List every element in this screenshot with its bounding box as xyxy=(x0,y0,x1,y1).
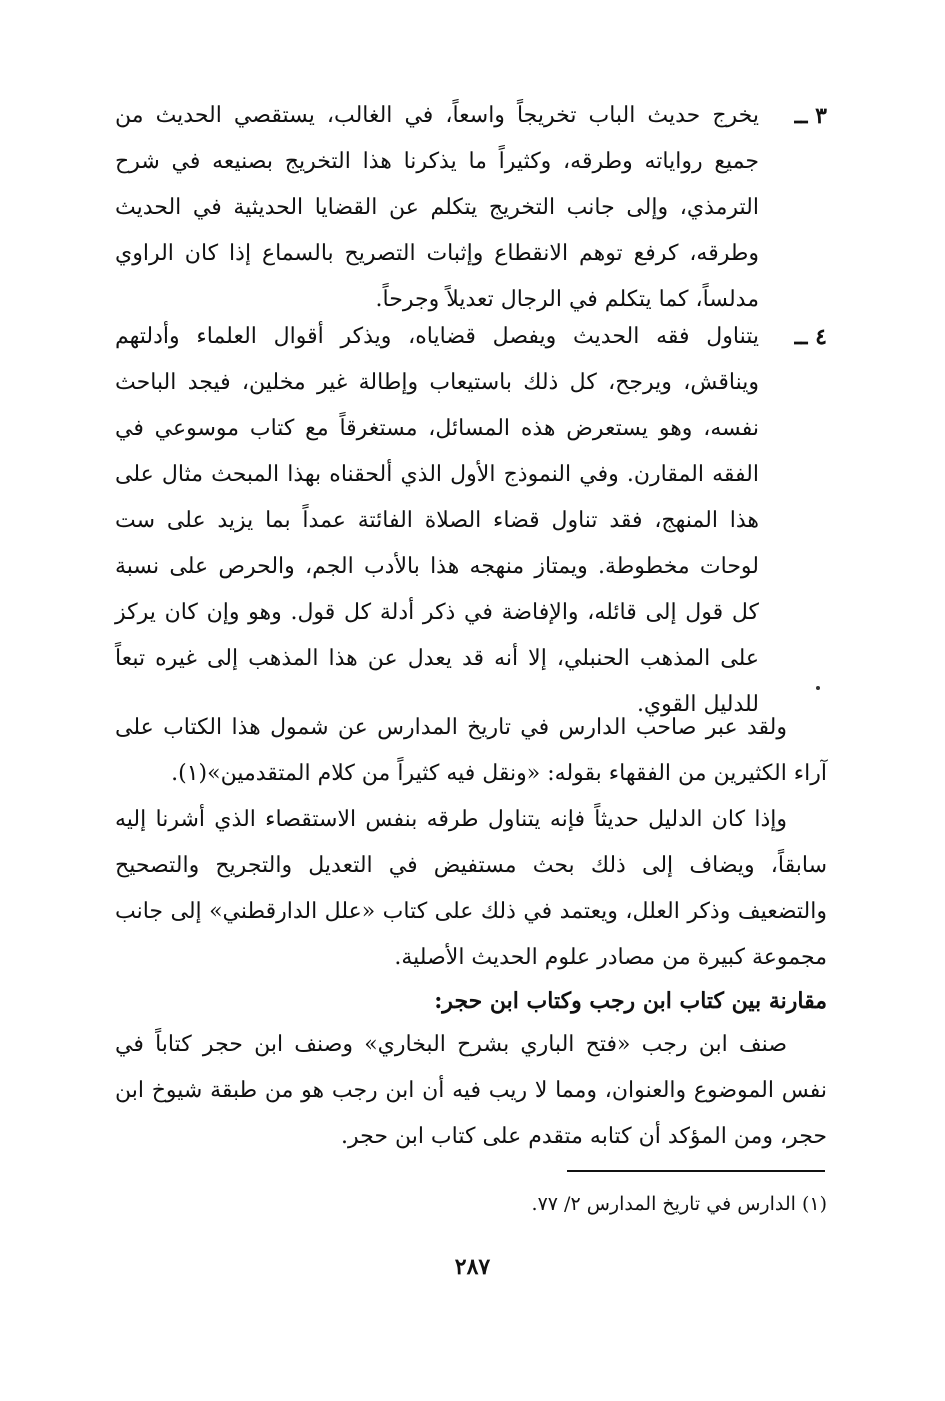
list-item-4-number: ٤ ــ xyxy=(794,324,827,350)
page-number: ٢٨٧ xyxy=(454,1254,491,1280)
footnote: (١) الدارس في تاريخ المدارس ٢/ ٧٧. xyxy=(531,1193,827,1215)
section-heading: مقارنة بين كتاب ابن رجب وكتاب ابن حجر: xyxy=(434,988,827,1014)
list-item-3 xyxy=(115,93,827,323)
list-item-4 xyxy=(115,314,827,728)
list-item-3-text: يخرج حديث الباب تخريجاً واسعاً، في الغالب، يستقصي الحديث من جميع رواياته وطرقه، وكثيراً ما يذكرنا هذا التخريج بصنيعه في شرح الترمذي، وإلى جانب التخريج يتكلم عن القضايا الحديثية في الحديث وطرقه، كرفع توهم الانقطاع وإثبات التصريح بالسماع إذا كان الراوي مدلساً، كما يتكلم في الرجال تعديلاً وجرحاً. xyxy=(115,103,759,312)
paragraph-3: صنف ابن رجب «فتح الباري بشرح البخاري» وصنف ابن حجر كتاباً في نفس الموضوع والعنوان، ومما لا ريب فيه أن ابن رجب هو من طبقة شيوخ ابن حجر، ومن المؤكد أن كتابه متقدم على كتاب ابن حجر. xyxy=(115,1032,827,1149)
paragraph-2: وإذا كان الدليل حديثاً فإنه يتناول طرقه بنفس الاستقصاء الذي أشرنا إليه سابقاً، ويضاف إلى ذلك بحث مستفيض في التعديل والتجريح والتصحيح والتضعيف وذكر العلل، ويعتمد في ذلك على كتاب «علل الدارقطني» إلى جانب مجموعة كبيرة من مصادر علوم الحديث الأصلية. xyxy=(115,807,827,970)
list-item-4-text: يتناول فقه الحديث ويفصل قضاياه، ويذكر أقوال العلماء وأدلتهم ويناقش، ويرجح، كل ذلك باستيعاب وإطالة غير مخلين، فيجد الباحث نفسه، وهو يستعرض هذه المسائل، مستغرقاً مع كتاب موسوعي في الفقه المقارن. وفي النموذج الأول الذي ألحقناه بهذا المبحث مثال على هذا المنهج، فقد تناول قضاء الصلاة الفائتة عمداً بما يزيد على ست لوحات مخطوطة. ويمتاز منهجه هذا بالأدب الجم، والحرص على نسبة كل قول إلى قائله، والإفاضة في ذكر أدلة كل قول. وهو وإن كان يركز على المذهب الحنبلي، إلا أنه قد يعدل عن هذا المذهب إلى غيره تبعاً للدليل القوي. xyxy=(115,324,759,717)
paragraph-1: ولقد عبر صاحب الدارس في تاريخ المدارس عن شمول هذا الكتاب على آراء الكثيرين من الفقهاء بقوله: «ونقل فيه كثيراً من كلام المتقدمين»(١). xyxy=(115,715,827,786)
footnote-divider xyxy=(567,1170,825,1172)
print-speck xyxy=(816,686,820,690)
list-item-3-number: ٣ ــ xyxy=(794,103,827,129)
